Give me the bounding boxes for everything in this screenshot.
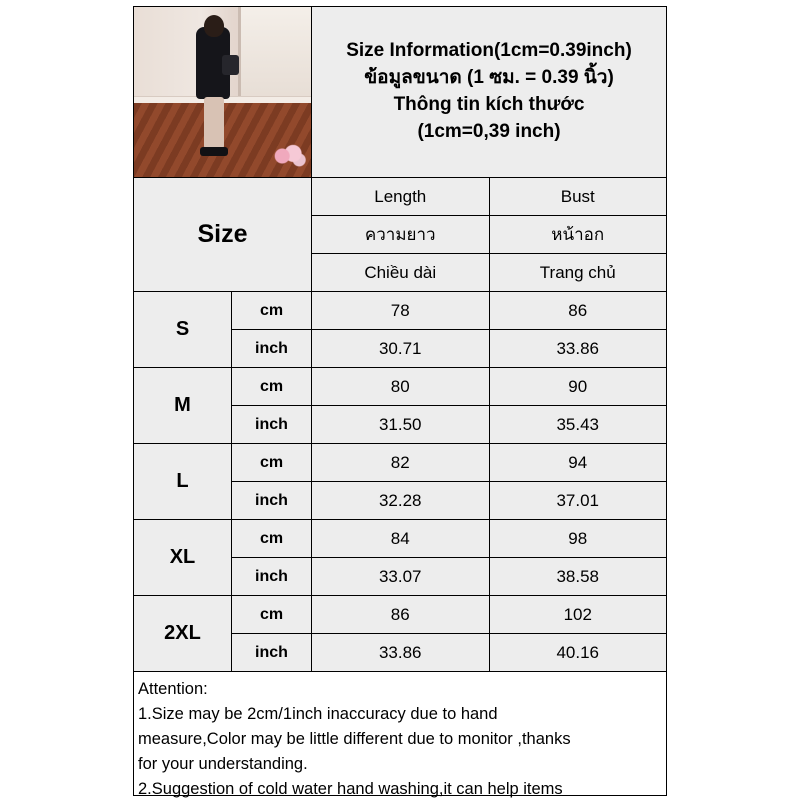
size-information-title [312,7,666,177]
unit-inch: inch [232,634,312,671]
xl-inch-bust: 38.58 [490,558,667,595]
table-row [134,444,666,520]
xl-cm-bust: 98 [490,520,667,557]
table-column-header [134,178,666,292]
row-l-inch [232,482,666,519]
xl-inch-length: 33.07 [312,558,490,595]
header-bust-en: Bust [490,178,667,215]
unit-cm: cm [232,596,312,633]
header-length-vi: Chiều dài [312,254,490,291]
m-cm-length: 80 [312,368,490,405]
row-xl-cm [232,520,666,558]
photo-model-legs [204,97,224,149]
l-inch-bust: 37.01 [490,482,667,519]
m-inch-length: 31.50 [312,406,490,443]
m-inch-bust: 35.43 [490,406,667,443]
attention-heading: Attention: [138,680,208,698]
l-inch-length: 32.28 [312,482,490,519]
size-label-s: S [134,292,232,367]
m-cm-bust: 90 [490,368,667,405]
header-bust-th: หน้าอก [490,216,667,253]
2xl-cm-length: 86 [312,596,490,633]
row-2xl-cm [232,596,666,634]
table-row [134,368,666,444]
unit-inch: inch [232,482,312,519]
xl-cm-length: 84 [312,520,490,557]
2xl-cm-bust: 102 [490,596,667,633]
unit-cm: cm [232,444,312,481]
title-line-th: ข้อมูลขนาด (1 ซม. = 0.39 นิ้ว) [364,67,614,89]
unit-inch: inch [232,406,312,443]
l-cm-length: 82 [312,444,490,481]
header-bust-vi: Trang chủ [490,254,667,291]
table-row [134,292,666,368]
l-cm-bust: 94 [490,444,667,481]
photo-model-head [204,15,224,37]
unit-inch: inch [232,558,312,595]
table-row [134,520,666,596]
s-inch-length: 30.71 [312,330,490,367]
attention-line-2: measure,Color may be little different due to monitor ,thanks [138,730,571,749]
unit-inch: inch [232,330,312,367]
header-row-vi [312,254,666,291]
size-column-header: Size [134,178,312,291]
row-m-cm [232,368,666,406]
size-label-m: M [134,368,232,443]
attention-line-1: 1.Size may be 2cm/1inch inaccuracy due to hand [138,705,498,724]
row-2xl-inch [232,634,666,671]
size-label-2xl: 2XL [134,596,232,671]
row-s-cm [232,292,666,330]
size-chart-sheet [133,6,667,799]
attention-line-4: 2.Suggestion of cold water hand washing,it can help items [138,780,563,799]
photo-handbag [222,55,239,75]
photo-flowers [272,143,306,169]
unit-cm: cm [232,292,312,329]
row-s-inch [232,330,666,367]
size-label-xl: XL [134,520,232,595]
2xl-inch-length: 33.86 [312,634,490,671]
header-length-th: ความยาว [312,216,490,253]
attention-line-3: for your understanding. [138,755,308,774]
s-cm-bust: 86 [490,292,667,329]
title-line-en: Size Information(1cm=0.39inch) [346,40,632,62]
s-cm-length: 78 [312,292,490,329]
unit-cm: cm [232,368,312,405]
chart-header [134,7,666,178]
photo-model-shoes [200,147,228,156]
row-m-inch [232,406,666,443]
2xl-inch-bust: 40.16 [490,634,667,671]
size-label-l: L [134,444,232,519]
table-row [134,596,666,672]
s-inch-bust: 33.86 [490,330,667,367]
attention-note [134,672,666,802]
row-xl-inch [232,558,666,595]
header-row-th [312,216,666,254]
product-photo [134,7,312,177]
unit-cm: cm [232,520,312,557]
title-line-vi: Thông tin kích thước [393,94,585,115]
row-l-cm [232,444,666,482]
header-row-en [312,178,666,216]
title-line-vi-units: (1cm=0,39 inch) [417,120,561,142]
header-length-en: Length [312,178,490,215]
